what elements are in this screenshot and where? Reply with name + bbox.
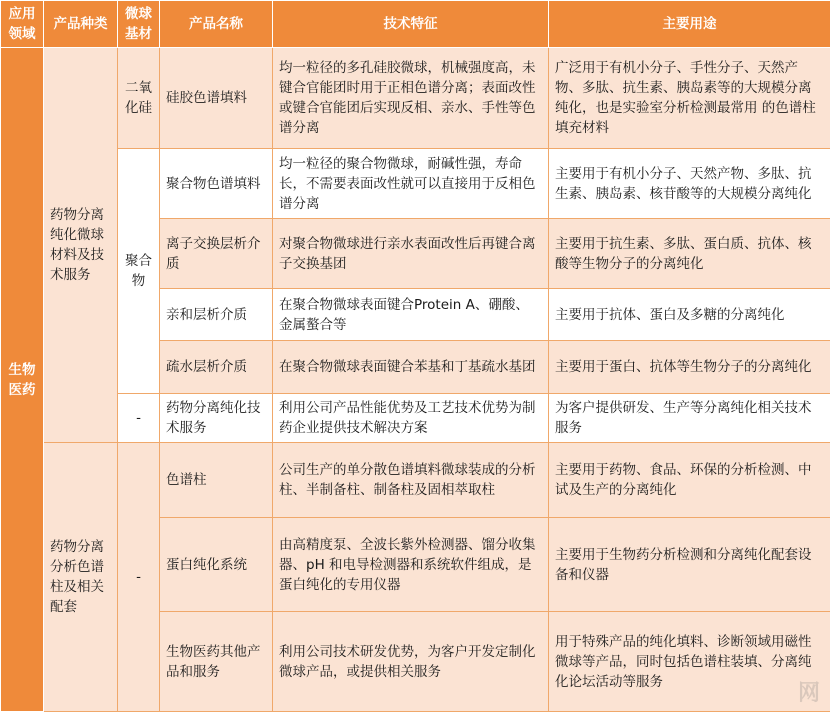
substrate-cell: 聚合物 [118, 149, 160, 394]
table-row [1, 443, 830, 518]
usage-cell: 主要用于蛋白、抗体等生物分子的分离纯化 [549, 341, 830, 394]
table-row [1, 48, 830, 149]
category-cell: 药物分离分析色谱柱及相关配套 [44, 443, 118, 712]
tech-cell: 对聚合物微球进行亲水表面改性后再键合离子交换基团 [273, 219, 549, 289]
product-name-cell: 聚合物色谱填料 [160, 149, 273, 219]
header-product: 产品名称 [160, 1, 273, 48]
tech-cell: 由高精度泵、全波长紫外检测器、馏分收集器、pH 和电导检测器和系统软件组成，是蛋白纯化的专用仪器 [273, 518, 549, 612]
substrate-cell: - [118, 443, 160, 712]
product-name-cell: 色谱柱 [160, 443, 273, 518]
usage-cell: 广泛用于有机小分子、手性分子、天然产物、多肽、抗生素、胰岛素等的大规模分离纯化，也是实验室分析检测最常用 的色谱柱填充材料 [549, 48, 830, 149]
tech-cell: 利用公司产品性能优势及工艺技术优势为制药企业提供技术解决方案 [273, 394, 549, 443]
table-row [1, 394, 830, 443]
substrate-cell: 二氧化硅 [118, 48, 160, 149]
usage-cell: 主要用于生物药分析检测和分离纯化配套设备和仪器 [549, 518, 830, 612]
product-name-cell: 硅胶色谱填料 [160, 48, 273, 149]
table-row [1, 149, 830, 219]
category-cell: 药物分离纯化微球材料及技术服务 [44, 48, 118, 443]
usage-cell: 主要用于有机小分子、天然产物、多肽、抗生素、胰岛素、核苷酸等的大规模分离纯化 [549, 149, 830, 219]
usage-cell: 用于特殊产品的纯化填料、诊断领域用磁性微球等产品，同时包括色谱柱装填、分离纯化论坛活动等服务 [549, 612, 830, 712]
header-usage: 主要用途 [549, 1, 830, 48]
tech-cell: 均一粒径的多孔硅胶微球，机械强度高，未键合官能团时用于正相色谱分离；表面改性或键合官能团后实现反相、亲水、手性等色谱分离 [273, 48, 549, 149]
usage-cell: 为客户提供研发、生产等分离纯化相关技术服务 [549, 394, 830, 443]
domain-cell: 生物医药 [1, 48, 44, 712]
usage-cell: 主要用于药物、食品、环保的分析检测、中试及生产的分离纯化 [549, 443, 830, 518]
header-row [1, 1, 830, 48]
product-name-cell: 药物分离纯化技术服务 [160, 394, 273, 443]
substrate-cell: - [118, 394, 160, 443]
watermark: 网 [798, 676, 822, 707]
tech-cell: 在聚合物微球表面键合Protein A、硼酸、金属螯合等 [273, 289, 549, 341]
tech-cell: 公司生产的单分散色谱填料微球装成的分析柱、半制备柱、制备柱及固相萃取柱 [273, 443, 549, 518]
product-name-cell: 亲和层析介质 [160, 289, 273, 341]
header-category: 产品种类 [44, 1, 118, 48]
tech-cell: 在聚合物微球表面键合苯基和丁基疏水基团 [273, 341, 549, 394]
header-field: 应用领域 [1, 1, 44, 48]
header-substrate: 微球基材 [118, 1, 160, 48]
usage-cell: 主要用于抗生素、多肽、蛋白质、抗体、核酸等生物分子的分离纯化 [549, 219, 830, 289]
header-tech: 技术特征 [273, 1, 549, 48]
tech-cell: 均一粒径的聚合物微球，耐碱性强，寿命长，不需要表面改性就可以直接用于反相色谱分离 [273, 149, 549, 219]
usage-cell: 主要用于抗体、蛋白及多糖的分离纯化 [549, 289, 830, 341]
tech-cell: 利用公司技术研发优势，为客户开发定制化微球产品，或提供相关服务 [273, 612, 549, 712]
product-name-cell: 蛋白纯化系统 [160, 518, 273, 612]
product-name-cell: 疏水层析介质 [160, 341, 273, 394]
product-name-cell: 离子交换层析介质 [160, 219, 273, 289]
product-name-cell: 生物医药其他产品和服务 [160, 612, 273, 712]
